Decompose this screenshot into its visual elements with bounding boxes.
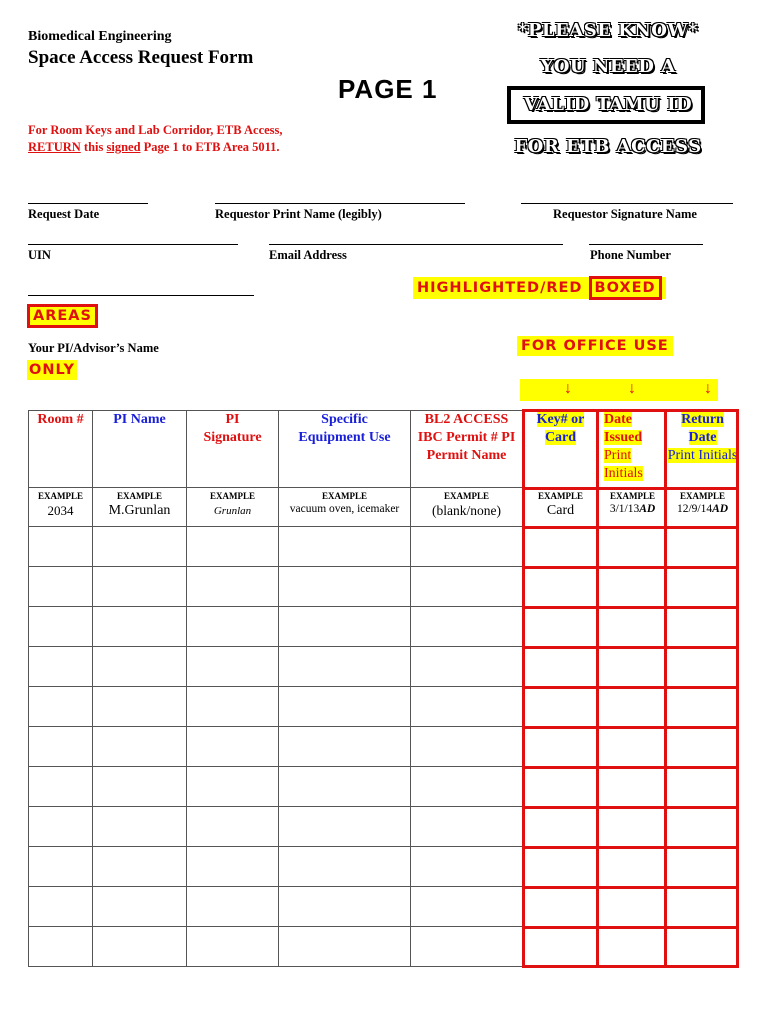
empty-rows (29, 527, 739, 967)
pi-advisor-line[interactable] (28, 295, 254, 296)
cell-pi-signature[interactable] (187, 647, 279, 687)
arrow-down-icon: ↓ (704, 380, 712, 397)
cell-pi-name[interactable] (93, 647, 187, 687)
cell-key-card[interactable] (523, 687, 599, 727)
col-header-key-card (523, 411, 599, 488)
cell-date-issued[interactable] (599, 927, 667, 967)
cell-bl2-access[interactable] (411, 887, 523, 927)
cell-return-date[interactable] (667, 847, 739, 887)
key-card-label: Key# or Card (536, 412, 585, 445)
requestor-name-label: Requestor Print Name (legibly) (215, 207, 382, 221)
cell-pi-signature[interactable] (187, 567, 279, 607)
table-row (29, 647, 739, 687)
cell-room[interactable] (29, 687, 93, 727)
initials-ad: AD (712, 503, 729, 515)
office-use-arrows (520, 379, 718, 401)
cell-equipment[interactable] (279, 767, 411, 807)
example-room-value: 2034 (47, 503, 74, 518)
only-legend: ONLY (29, 362, 75, 378)
return-date-sub: Print Initials (667, 448, 738, 463)
cell-pi-signature[interactable] (187, 687, 279, 727)
example-equipment-value: vacuum oven, icemaker (289, 503, 400, 515)
instructions-line-1: For Room Keys and Lab Corridor, ETB Access, (28, 123, 283, 137)
uin-label: UIN (28, 248, 51, 262)
example-tag: EXAMPLE (38, 491, 83, 501)
notice-line-1: *PLEASE KNOW* (517, 20, 699, 41)
cell-key-card[interactable] (523, 767, 599, 807)
cell-equipment[interactable] (279, 687, 411, 727)
date-issued-sub: Print Initials (604, 448, 643, 481)
cell-pi-name[interactable] (93, 727, 187, 767)
cell-pi-signature[interactable] (187, 767, 279, 807)
for-office-use-legend: FOR OFFICE USE (517, 336, 673, 356)
example-pi-signature (187, 488, 279, 527)
cell-bl2-access[interactable] (411, 807, 523, 847)
table-row (29, 767, 739, 807)
cell-bl2-access[interactable] (411, 607, 523, 647)
cell-pi-signature[interactable] (187, 887, 279, 927)
table-header-row (29, 411, 739, 488)
table-row (29, 727, 739, 767)
cell-room[interactable] (29, 567, 93, 607)
example-equipment (279, 488, 411, 527)
cell-return-date[interactable] (667, 927, 739, 967)
cell-return-date[interactable] (667, 527, 739, 567)
uin-line[interactable] (28, 244, 238, 245)
example-bl2-value: (blank/none) (432, 503, 501, 518)
example-date-issued (599, 488, 667, 527)
cell-date-issued[interactable] (599, 847, 667, 887)
email-line[interactable] (269, 244, 563, 245)
col-header-bl2-access: BL2 ACCESS IBC Permit # PI Permit Name (411, 411, 523, 488)
requestor-name-line[interactable] (215, 203, 465, 204)
cell-key-card[interactable] (523, 887, 599, 927)
cell-date-issued[interactable] (599, 687, 667, 727)
col-header-equipment: Specific Equipment Use (279, 411, 411, 488)
cell-key-card[interactable] (523, 727, 599, 767)
cell-key-card[interactable] (523, 847, 599, 887)
arrow-down-icon: ↓ (564, 380, 572, 397)
cell-equipment[interactable] (279, 847, 411, 887)
request-date-line[interactable] (28, 203, 148, 204)
cell-key-card[interactable] (523, 527, 599, 567)
phone-label: Phone Number (590, 248, 671, 262)
cell-date-issued[interactable] (599, 727, 667, 767)
cell-equipment[interactable] (279, 927, 411, 967)
col-header-pi-signature: PI Signature (187, 411, 279, 488)
cell-equipment[interactable] (279, 527, 411, 567)
cell-bl2-access[interactable] (411, 567, 523, 607)
cell-pi-name[interactable] (93, 527, 187, 567)
cell-date-issued[interactable] (599, 807, 667, 847)
arrow-down-icon: ↓ (628, 380, 636, 397)
date-issued-label: Date Issued (604, 412, 643, 445)
example-date-issued-value: 3/1/13 (609, 503, 640, 515)
cell-date-issued[interactable] (599, 607, 667, 647)
instructions-rest: Page 1 to ETB Area 5011. (140, 140, 280, 154)
cell-pi-name[interactable] (93, 767, 187, 807)
initials-ad: AD (639, 503, 656, 515)
cell-bl2-access[interactable] (411, 687, 523, 727)
example-signature-value: Grunlan (213, 505, 252, 517)
col-header-pi-name: PI Name (93, 411, 187, 488)
cell-room[interactable] (29, 927, 93, 967)
example-key-card-value: Card (546, 503, 575, 518)
cell-return-date[interactable] (667, 767, 739, 807)
highlighted-red-boxed-legend (413, 277, 666, 299)
cell-pi-name[interactable] (93, 687, 187, 727)
example-return-date (667, 488, 739, 527)
cell-pi-name[interactable] (93, 607, 187, 647)
cell-pi-signature[interactable] (187, 527, 279, 567)
cell-room[interactable] (29, 647, 93, 687)
cell-pi-name[interactable] (93, 847, 187, 887)
example-key-card (523, 488, 599, 527)
notice-line-3: VALID TAMU ID (523, 94, 693, 115)
signed-word: signed (106, 140, 141, 154)
example-tag: EXAMPLE (610, 491, 655, 501)
cell-room[interactable] (29, 607, 93, 647)
phone-line[interactable] (589, 244, 703, 245)
cell-date-issued[interactable] (599, 767, 667, 807)
request-date-label: Request Date (28, 207, 100, 221)
cell-date-issued[interactable] (599, 567, 667, 607)
requestor-signature-line[interactable] (521, 203, 733, 204)
this-word: this (80, 140, 107, 154)
cell-return-date[interactable] (667, 607, 739, 647)
cell-room[interactable] (29, 887, 93, 927)
cell-bl2-access[interactable] (411, 527, 523, 567)
table-row (29, 887, 739, 927)
example-tag: EXAMPLE (538, 491, 583, 501)
cell-return-date[interactable] (667, 887, 739, 927)
cell-pi-signature[interactable] (187, 607, 279, 647)
cell-equipment[interactable] (279, 807, 411, 847)
cell-pi-signature[interactable] (187, 807, 279, 847)
return-date-label: Return Date (681, 412, 724, 445)
form-title: Space Access Request Form (28, 47, 254, 68)
cell-return-date[interactable] (667, 727, 739, 767)
boxed-text: BOXED (589, 276, 662, 300)
cell-key-card[interactable] (523, 807, 599, 847)
table-row (29, 527, 739, 567)
requestor-signature-label: Requestor Signature Name (553, 207, 697, 221)
cell-pi-name[interactable] (93, 567, 187, 607)
example-return-date-value: 12/9/14 (676, 503, 713, 515)
cell-return-date[interactable] (667, 647, 739, 687)
example-tag: EXAMPLE (680, 491, 725, 501)
table-row (29, 607, 739, 647)
page-label: PAGE 1 (338, 74, 438, 104)
cell-key-card[interactable] (523, 607, 599, 647)
example-bl2 (411, 488, 523, 527)
cell-pi-signature[interactable] (187, 927, 279, 967)
cell-equipment[interactable] (279, 567, 411, 607)
col-header-date-issued (599, 411, 667, 488)
cell-pi-name[interactable] (93, 887, 187, 927)
cell-date-issued[interactable] (599, 887, 667, 927)
pi-advisor-label: Your PI/Advisor’s Name (28, 341, 159, 355)
example-tag: EXAMPLE (444, 491, 489, 501)
example-room (29, 488, 93, 527)
cell-bl2-access[interactable] (411, 847, 523, 887)
table-row (29, 687, 739, 727)
cell-equipment[interactable] (279, 607, 411, 647)
cell-equipment[interactable] (279, 647, 411, 687)
example-pi-name-value: M.Grunlan (108, 503, 171, 518)
cell-bl2-access[interactable] (411, 727, 523, 767)
cell-return-date[interactable] (667, 807, 739, 847)
cell-room[interactable] (29, 807, 93, 847)
cell-bl2-access[interactable] (411, 767, 523, 807)
cell-pi-signature[interactable] (187, 847, 279, 887)
table-row-example (29, 488, 739, 527)
cell-date-issued[interactable] (599, 647, 667, 687)
cell-pi-name[interactable] (93, 807, 187, 847)
instructions (28, 122, 283, 156)
cell-room[interactable] (29, 847, 93, 887)
table-row (29, 807, 739, 847)
example-tag: EXAMPLE (117, 491, 162, 501)
cell-key-card[interactable] (523, 927, 599, 967)
cell-pi-name[interactable] (93, 927, 187, 967)
cell-room[interactable] (29, 527, 93, 567)
example-tag: EXAMPLE (322, 491, 367, 501)
cell-key-card[interactable] (523, 647, 599, 687)
areas-legend: AREAS (27, 304, 98, 328)
space-request-table (28, 410, 739, 967)
department-name: Biomedical Engineering (28, 29, 172, 44)
example-pi-name (93, 488, 187, 527)
cell-key-card[interactable] (523, 567, 599, 607)
cell-bl2-access[interactable] (411, 647, 523, 687)
notice-line-2: YOU NEED A (540, 56, 676, 77)
cell-return-date[interactable] (667, 687, 739, 727)
col-header-room: Room # (29, 411, 93, 488)
notice-line-4: FOR ETB ACCESS (514, 136, 702, 157)
cell-room[interactable] (29, 727, 93, 767)
instructions-line-2 (28, 139, 283, 156)
cell-bl2-access[interactable] (411, 927, 523, 967)
highlighted-red-text: HIGHLIGHTED/RED (417, 280, 583, 296)
col-header-return-date (667, 411, 739, 488)
cell-equipment[interactable] (279, 887, 411, 927)
table-row (29, 847, 739, 887)
cell-return-date[interactable] (667, 567, 739, 607)
cell-pi-signature[interactable] (187, 727, 279, 767)
example-tag: EXAMPLE (210, 491, 255, 501)
table-row (29, 927, 739, 967)
return-word: RETURN (28, 140, 81, 154)
cell-equipment[interactable] (279, 727, 411, 767)
cell-room[interactable] (29, 767, 93, 807)
table-row (29, 567, 739, 607)
cell-date-issued[interactable] (599, 527, 667, 567)
email-label: Email Address (269, 248, 347, 262)
